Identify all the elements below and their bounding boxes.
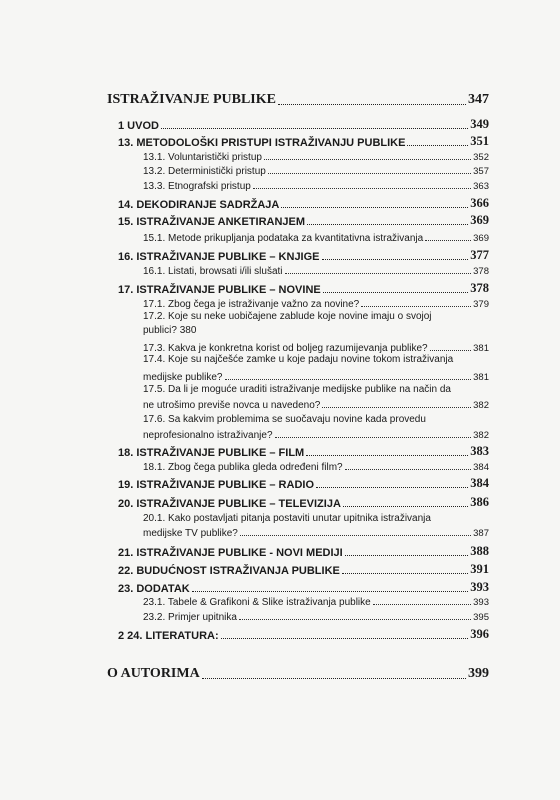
toc-subentry	[143, 372, 489, 383]
toc-page: 393	[473, 597, 489, 608]
toc-entry	[118, 196, 489, 211]
toc-leader	[323, 291, 469, 293]
toc-leader	[345, 554, 469, 556]
toc-label: O AUTORIMA	[107, 666, 200, 681]
toc-label: ISTRAŽIVANJE PUBLIKE	[107, 92, 276, 107]
toc-page: 357	[473, 166, 489, 177]
toc-leader	[192, 590, 469, 592]
toc-page: 386	[470, 495, 489, 509]
toc-subentry	[143, 343, 489, 354]
toc-label: 1 UVOD	[118, 120, 159, 132]
toc-entry	[118, 117, 489, 132]
toc-page: 381	[473, 343, 489, 354]
toc-leader	[202, 677, 466, 679]
toc-leader	[221, 637, 469, 639]
toc-page: 377	[470, 248, 489, 262]
toc-leader	[240, 534, 471, 536]
toc-entry	[118, 495, 489, 510]
toc-page: 349	[470, 117, 489, 131]
toc-subentry	[143, 400, 489, 411]
toc-label: 15.1. Metode prikupljanja podataka za kvantitativna istraživanja	[143, 233, 424, 244]
toc-label: 2 24. LITERATURA:	[118, 630, 219, 642]
toc-label: 17. ISTRAŽIVANJE PUBLIKE – NOVINE	[118, 284, 321, 296]
toc-subentry	[143, 299, 489, 310]
toc-leader	[373, 603, 471, 605]
toc-page: 382	[473, 430, 489, 441]
toc-leader	[343, 505, 468, 507]
toc-label: 16.1. Listati, browsati i/ili slušati	[143, 266, 283, 277]
toc-leader	[281, 206, 468, 208]
toc-label: 17.1. Zbog čega je istraživanje važno za novine?	[143, 299, 360, 310]
toc-page: 369	[470, 213, 489, 227]
toc-leader	[239, 618, 471, 620]
toc-label: 16. ISTRAŽIVANJE PUBLIKE – KNJIGE	[118, 251, 320, 263]
toc-entry	[118, 562, 489, 577]
toc-page: 347	[468, 92, 489, 107]
toc-leader	[275, 436, 472, 438]
toc-page: 363	[473, 181, 489, 192]
toc-subentry	[143, 166, 489, 177]
toc-label: 13.1. Voluntaristički pristup	[143, 152, 262, 163]
toc-label: 23.2. Primjer upitnika	[143, 612, 237, 623]
toc-page: 381	[473, 372, 489, 383]
toc-page: 387	[473, 528, 489, 539]
toc-leader	[425, 239, 471, 241]
toc-entry	[118, 580, 489, 595]
toc-label: 20. ISTRAŽIVANJE PUBLIKE – TELEVIZIJA	[118, 498, 341, 510]
toc-page: 395	[473, 612, 489, 623]
toc-leader	[264, 158, 471, 160]
toc-entry	[118, 627, 489, 642]
toc-subentry-line: 20.1. Kako postavljati pitanja postaviti unutar upitnika istraživanja	[143, 513, 431, 524]
toc-leader	[253, 187, 471, 189]
toc-subentry	[143, 430, 489, 441]
toc-page: 384	[470, 476, 489, 490]
toc-label: neprofesionalno istraživanje?	[143, 430, 273, 441]
toc-leader	[307, 223, 468, 225]
toc-subentry-line: 17.4. Koje su najčešće zamke u koje padaju novine tokom istraživanja	[143, 354, 454, 365]
toc-page: 351	[470, 134, 489, 148]
toc-page: 391	[470, 562, 489, 576]
toc-leader	[322, 406, 471, 408]
toc-page: 378	[470, 281, 489, 295]
toc-label: 13.2. Deterministički pristup	[143, 166, 266, 177]
toc-leader	[306, 454, 468, 456]
toc-entry	[118, 248, 489, 263]
toc-subentry	[143, 612, 489, 623]
toc-label: 23. DODATAK	[118, 583, 190, 595]
toc-leader	[361, 305, 471, 307]
toc-subentry	[143, 597, 489, 608]
toc-label: 22. BUDUĆNOST ISTRAŽIVANJA PUBLIKE	[118, 565, 340, 577]
toc-leader	[407, 144, 468, 146]
toc-label: 18. ISTRAŽIVANJE PUBLIKE – FILM	[118, 447, 305, 459]
toc-label: 13. METODOLOŠKI PRISTUPI ISTRAŽIVANJU PUBLIKE	[118, 137, 406, 149]
toc-subentry	[143, 528, 489, 539]
toc-subentry-line: 17.6. Sa kakvim problemima se suočavaju novine kada provedu	[143, 414, 426, 425]
toc-leader	[225, 378, 472, 380]
toc-entry	[118, 544, 489, 559]
toc-label: 13.3. Etnografski pristup	[143, 181, 251, 192]
toc-entry	[118, 213, 489, 228]
toc-page: 384	[473, 462, 489, 473]
toc-entry	[118, 476, 489, 491]
toc-page: 352	[473, 152, 489, 163]
toc-leader	[430, 349, 472, 351]
toc-leader	[342, 572, 468, 574]
toc-subentry-line: 17.2. Koje su neke uobičajene zablude koje novine imaju o svojoj	[143, 311, 432, 322]
toc-entry	[118, 134, 489, 149]
toc-label: 18.1. Zbog čega publika gleda određeni film?	[143, 462, 343, 473]
toc-page: 378	[473, 266, 489, 277]
toc-subentry	[143, 233, 489, 244]
toc-leader	[345, 468, 472, 470]
toc-label: 15. ISTRAŽIVANJE ANKETIRANJEM	[118, 216, 306, 228]
toc-label: 17.3. Kakva je konkretna korist od boljeg razumijevanja publike?	[143, 343, 428, 354]
toc-subentry	[143, 181, 489, 192]
toc-label: 14. DEKODIRANJE SADRŽAJA	[118, 199, 280, 211]
toc-subentry	[143, 152, 489, 163]
toc-subentry-line: publici? 380	[143, 325, 197, 336]
toc-label: 19. ISTRAŽIVANJE PUBLIKE – RADIO	[118, 479, 314, 491]
toc-page: 388	[470, 544, 489, 558]
toc-leader	[278, 103, 466, 105]
toc-page: 393	[470, 580, 489, 594]
toc-label: ne utrošimo previše novca u navedeno?	[143, 400, 321, 411]
toc-leader	[316, 486, 468, 488]
toc-subentry	[143, 266, 489, 277]
toc-leader	[268, 172, 471, 174]
toc-page: 369	[473, 233, 489, 244]
toc-page: 379	[473, 299, 489, 310]
toc-leader	[322, 258, 469, 260]
toc-entry	[118, 281, 489, 296]
toc-page: 399	[468, 666, 489, 681]
toc-label: 21. ISTRAŽIVANJE PUBLIKE - NOVI MEDIJI	[118, 547, 343, 559]
toc-entry	[118, 444, 489, 459]
toc-leader	[161, 127, 468, 129]
toc-page: 366	[470, 196, 489, 210]
toc-main-heading	[107, 92, 489, 108]
toc-leader	[285, 272, 472, 274]
toc-subentry	[143, 462, 489, 473]
toc-label: medijske TV publike?	[143, 528, 238, 539]
toc-page: 383	[470, 444, 489, 458]
toc-page: 382	[473, 400, 489, 411]
toc-label: 23.1. Tabele & Grafikoni & Slike istraživanja publike	[143, 597, 371, 608]
toc-page: 396	[470, 627, 489, 641]
toc-label: medijske publike?	[143, 372, 223, 383]
toc-footer-heading	[107, 666, 489, 682]
toc-subentry-line: 17.5. Da li je moguće uraditi istraživanje medijske publike na način da	[143, 384, 451, 395]
